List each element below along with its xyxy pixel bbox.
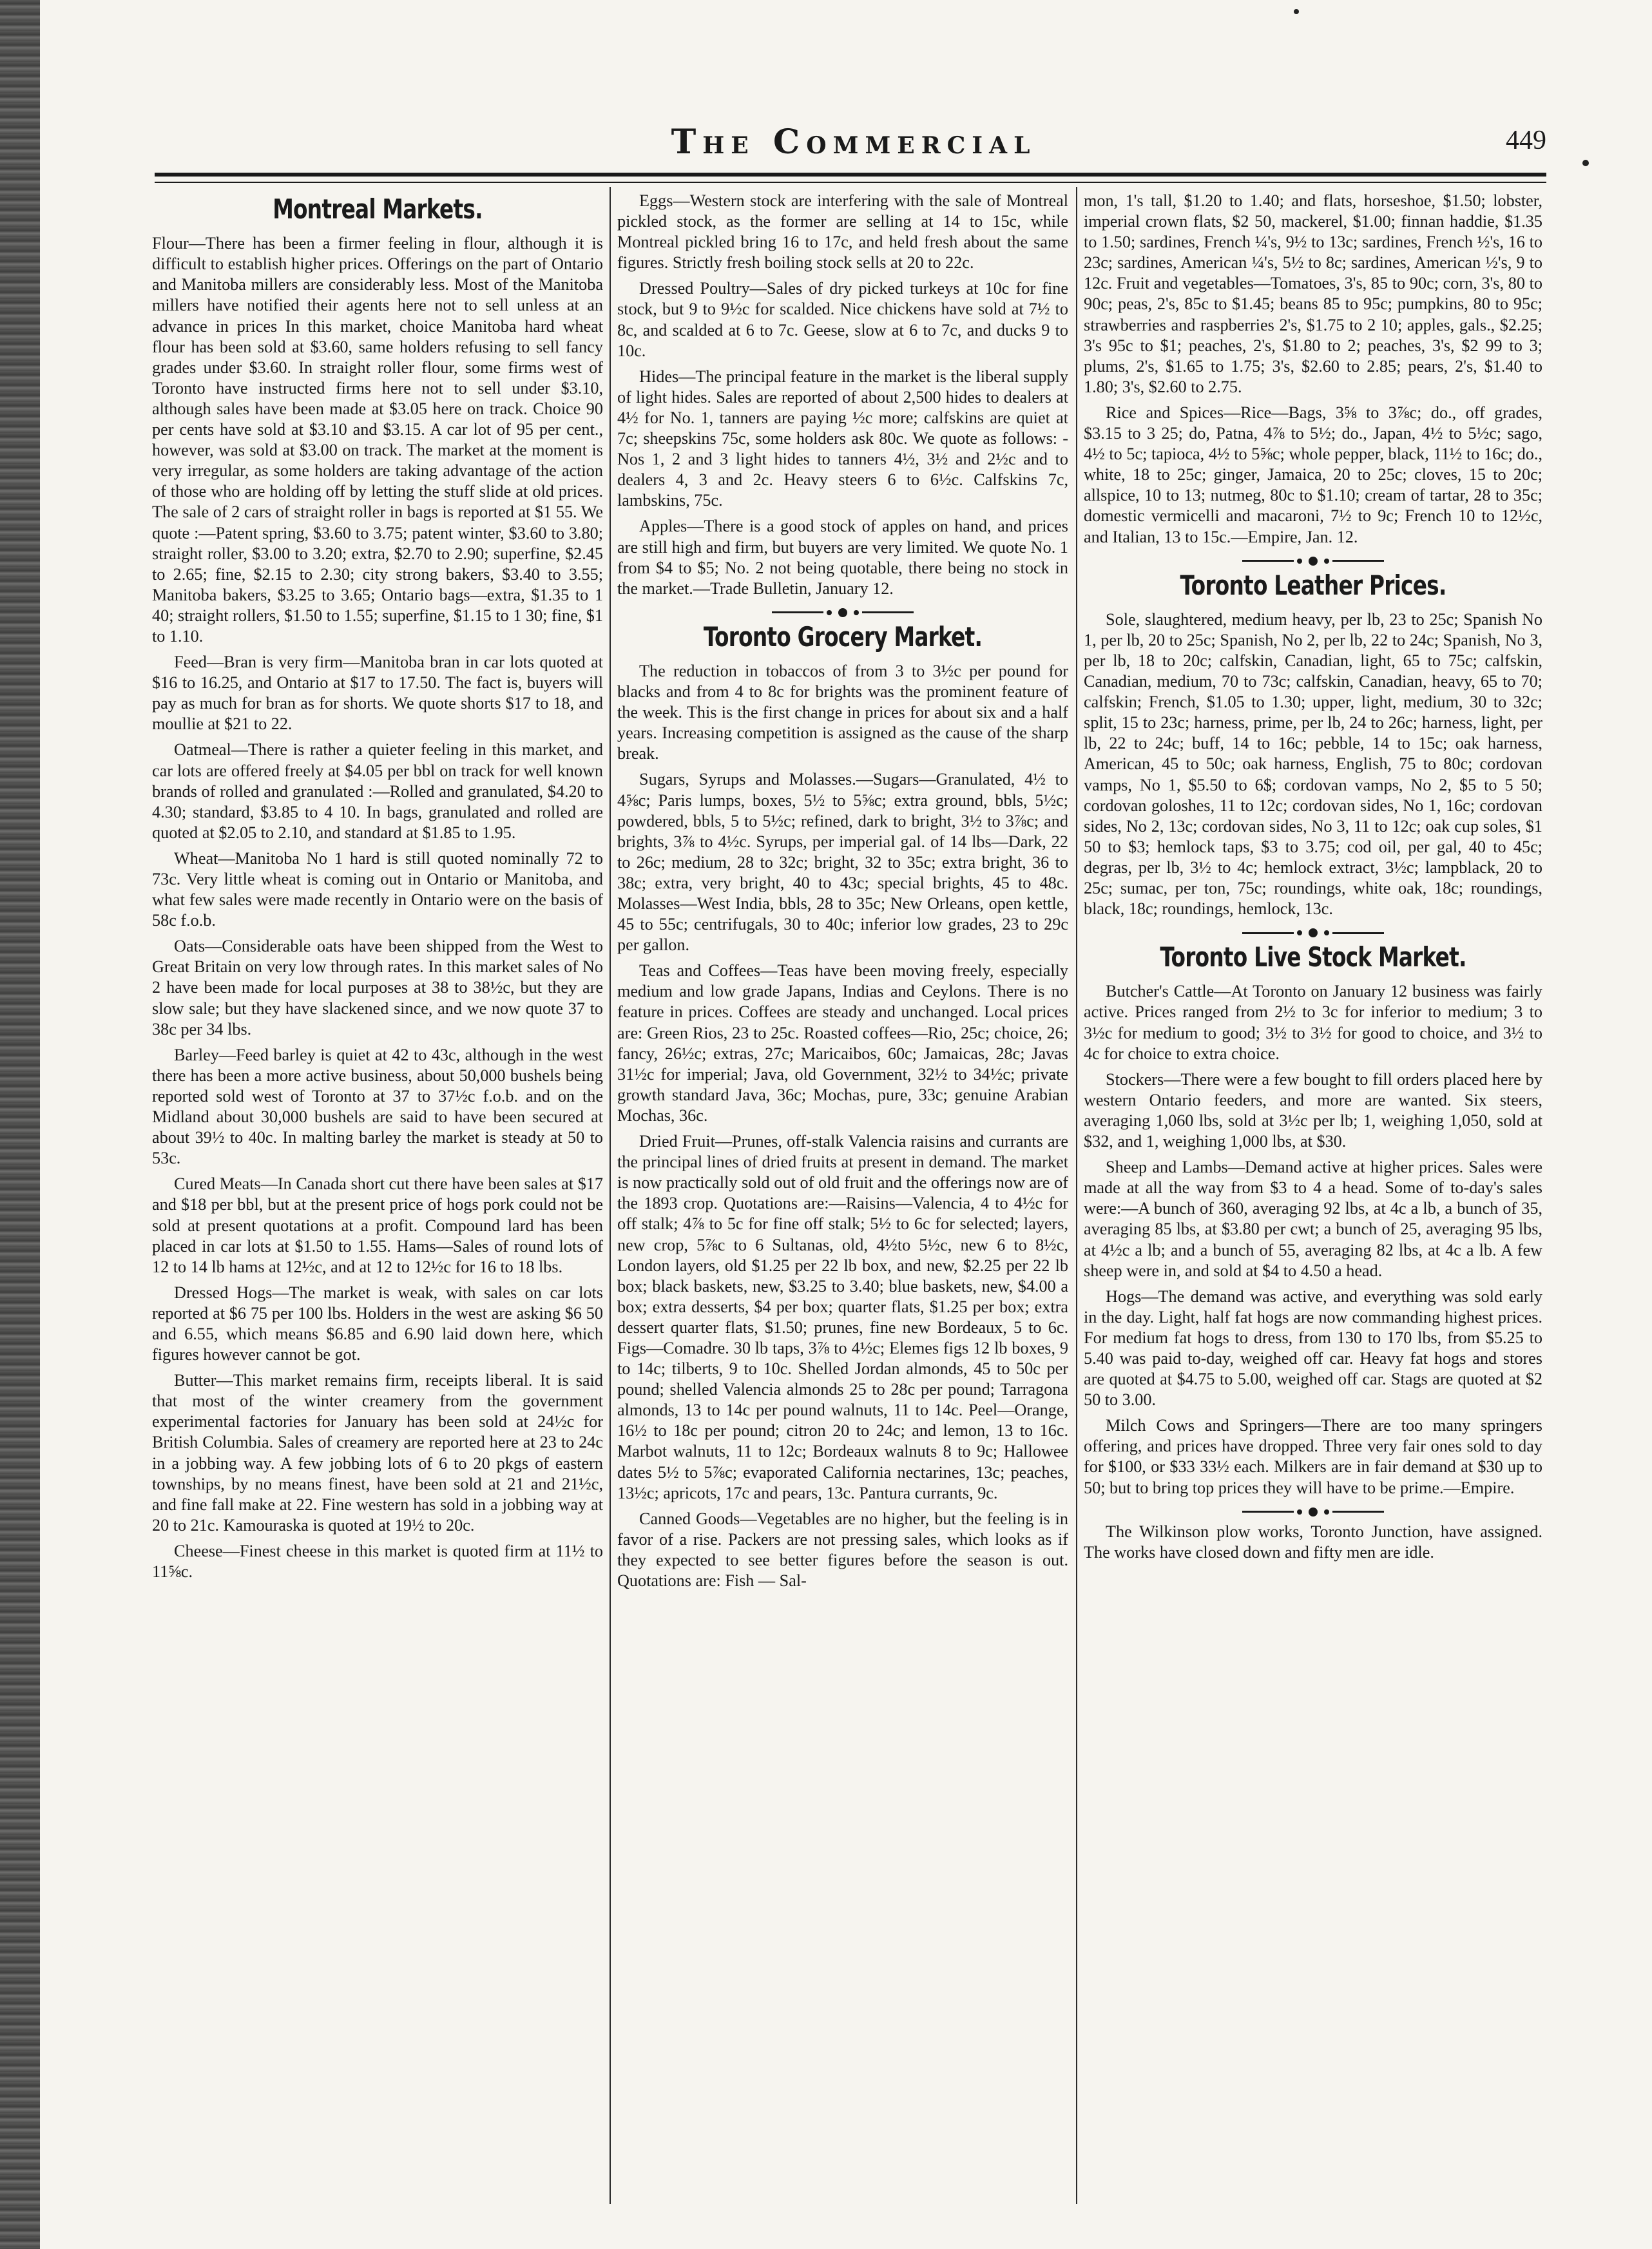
para-rice-spices: Rice and Spices—Rice—Bags, 3⅝ to 3⅞c; do., off grades, $3.15 to 3 25; do, Patna, 4⅞ to 5½; do., Japan, 4½ to 5½c; sago, 4½ to 5c; tapioca, 4½ to 5⅝c; whole pepper, black, 11½ to 16c; do., white, 18 to 25c; ginger, Jamaica, 20 to 25c; cloves, 15 to 20c; allspice, 10 to 13; nutmeg, 80c to $1.10; cream of tartar, 28 to 35c; domestic vermicelli and macaroni, 7½ to 9c; French 10 to 12½c, and Italian, 13 to 15c.—Empire, Jan. 12. — [1084, 403, 1542, 546]
para-sugars: Sugars, Syrups and Molasses.—Sugars—Granulated, 4½ to 4⅝c; Paris lumps, boxes, 5½ to 5⅝c; extra ground, bbls, 5½c; powdered, bbls, 5 to 5½c; refined, dark to bright, 3½ to 3⅞c; and brights, 3⅞ to 4½c. Syrups, per imperial gal. of 14 lbs—Dark, 22 to 26c; medium, 28 to 32c; bright, 32 to 35c; extra bright, 36 to 38c; extra, very bright, 40 to 43c; special brights, 45 to 48c. Molasses—West India, bbls, 28 to 35c; New Orleans, open kettle, 45 to 55c; centrifugals, 30 to 40c; inferior low grades, 23 to 29c per gallon. — [617, 770, 1068, 955]
heading-toronto-live-stock: Toronto Live Stock Market. — [1160, 941, 1466, 973]
para-dried-fruit: Dried Fruit—Prunes, off-stalk Valencia raisins and currants are the principal lines of dried fruits at present in demand. The market is now practically sold out of old fruit and the offerings now are of the 1893 crop. Quotations are:—Raisins—Valencia, 4 to 4½c for off stalk; 4⅞ to 5c for fine off stalk; 5½ to 6c for selected; layers, new crop, 5⅞c to 6 Sultanas, old, 4½to 5½c, new 6 to 8½c, London layers, old $1.25 per 22 lb box, and new, $2.25 per 22 lb box; black baskets, new, $3.25 to 3.40; blue baskets, new, $4.00 a box; extra desserts, $4 per box; quarter flats, $1.25 per box; extra dessert quarter flats, $1.50; prunes, fine new Bordeaux, 5 to 6c. Figs—Comadre. 30 lb taps, 3⅞ to 4½c; Elemes figs 12 lb boxes, 9 to 14c; tilberts, 9 to 10c. Shelled Jordan almonds, 45 to 50c per pound; shelled Valencia almonds 25 to 28c per pound; Tarragona almonds, 13 to 14c per pound walnuts, 11 to 14c. Peel—Orange, 16½ to 18c per pound; citron 20 to 24c; and lemon, 13 to 16c. Marbot walnuts, 11 to 12c; Bordeaux walnuts 8 to 9c; Hallowee dates 5½ to 5⅞c; evaporated California nectarines, 13c; peaches, 13½c; apricots, 17c and pears, 13c. Pantura currants, 9c. — [617, 1132, 1068, 1502]
para-barley: Barley—Feed barley is quiet at 42 to 43c, although in the west there has been a more active business, about 50,000 bushels being reported sold west of Toronto at 37 to 37½c f.o.b. and on the Midland about 30,000 bushels are said to have been secured at about 39½ to 40c. In malting barley the market is steady at 50 to 53c. — [152, 1045, 603, 1168]
print-speck — [1294, 9, 1299, 14]
para-butter: Butter—This market remains firm, receipts liberal. It is said that most of the winter creamery from the government experimental factories for January has been sold at 24½c for British Columbia. Sales of creamery are reported here at 23 to 24c in a jobbing way. A few jobbing lots of 6 to 20 pkgs of eastern townships, by no means finest, have been sold at 21 and 21½c, and fine fall make at 22. Fine western has sold in a jobbing way at 20 to 21c. Kamouraska is quoted at 19½ to 20c. — [152, 1371, 603, 1535]
page-number: 449 — [1506, 126, 1546, 155]
para-flour: Flour—There has been a firmer feeling in flour, although it is difficult to establish higher prices. Offerings on the part of Ontario and Manitoba millers are considerably less. Most of the Manitoba millers have notified their agents here not to sell unless at an advance in prices In this market, choice Manitoba hard wheat flour has been sold at $3.60, same holders refusing to sell fancy grades under $3.60. In straight roller flour, some firms west of Toronto have instructed firms here not to sell under $3.10, although sales have been made at $3.05 here on track. Choice 90 per cents have sold at $3.10 and $3.15. A car lot of 95 per cent., however, was sold at $3.00 on track. The market at the moment is very irregular, as some holders are taking advantage of the action of those who are holding off by letting the stuff slide at old prices. The sale of 2 cars of straight roller in bags is reported at $1 55. We quote :—Patent spring, $3.60 to 3.75; patent winter, $3.60 to 3.80; straight roller, $3.00 to 3.20; extra, $2.70 to 2.90; superfine, $2.45 to 2.65; fine, $2.15 to 2.30; city strong bakers, $3.40 to 3.55; Manitoba bakers, $3.25 to 3.65; Ontario bags—extra, $1.35 to 1 40; straight rollers, $1.50 to 1.55; superfine, $1.15 to 1 30; fine, $1 to 1.10. — [152, 234, 603, 646]
para-wheat: Wheat—Manitoba No 1 hard is still quoted nominally 72 to 73c. Very little wheat is coming out in Ontario or Manitoba, and what few sales were made recently in Ontario were on the basis of 58c f.o.b. — [152, 848, 603, 930]
print-speck — [1582, 160, 1589, 166]
para-butchers-cattle: Butcher's Cattle—At Toronto on January 12 business was fairly active. Prices ranged from 2½ to 3c for inferior to medium; 3 to 3½c for medium to good; 3½ to 3½ for good to choice, and 3½ to 4c for choice to extra choice. — [1084, 982, 1542, 1063]
heading-toronto-grocery: Toronto Grocery Market. — [703, 620, 983, 653]
para-eggs: Eggs—Western stock are interfering with the sale of Montreal pickled stock, as the former are selling at 14 to 15c, while Montreal pickled bring 16 to 17c, and held fresh about the same figures. Strictly fresh boiling stock sells at 20 to 22c. — [617, 191, 1068, 273]
para-canned-goods: Canned Goods—Vegetables are no higher, but the feeling is in favor of a rise. Packers are not pressing sales, which looks as if they expected to see better figures before the season is out. Quotations are: Fish — Sal- — [617, 1509, 1068, 1590]
para-feed: Feed—Bran is very firm—Manitoba bran in car lots quoted at $16 to 16.25, and Ontario at $17 to 17.50. The fact is, buyers will pay as much for bran as for shorts. We quote shorts $17 to 18, and moullie at $21 to 22. — [152, 653, 603, 734]
column-2 — [617, 191, 1068, 2195]
para-poultry: Dressed Poultry—Sales of dry picked turkeys at 10c for fine stock, but 9 to 9½c for scalded. Nice chickens have sold at 7½ to 8c, and scalded at 6 to 7c. Geese, slow at 6 to 7c, and ducks 9 to 10c. — [617, 279, 1068, 360]
heading-toronto-leather: Toronto Leather Prices. — [1180, 569, 1446, 601]
para-wilkinson: The Wilkinson plow works, Toronto Junction, have assigned. The works have closed down and fifty men are idle. — [1084, 1522, 1542, 1562]
binding-edge — [0, 0, 40, 2249]
column-divider — [1076, 187, 1077, 2204]
masthead-title: The Commercial — [671, 122, 1037, 162]
masthead-rule — [155, 173, 1546, 177]
column-1 — [152, 191, 603, 2195]
para-leather: Sole, slaughtered, medium heavy, per lb, 23 to 25c; Spanish No 1, per lb, 20 to 25c; Spanish, No 2, per lb, 22 to 24c; Spanish, No 3, per lb, 18 to 20c; calfskin, Canadian, light, 65 to 75c; calfskin, Canadian, medium, 70 to 73c; calfskin, Canadian, heavy, 65 to 70; calfskin; French, $1.05 to 1.30; upper, light, medium, 30 to 32c; split, 15 to 23c; harness, prime, per lb, 24 to 26c; harness, light, per lb, 22 to 24c; buff, 14 to 16c; pebble, 14 to 15c; oak harness, American, 45 to 50c; oak harness, English, 75 to 80c; cordovan vamps, No 1, $5.50 to 6$; cordovan vamps, No 2, $5 to 5 50; cordovan goloshes, 11 to 12c; cordovan sides, No 1, 16c; cordovan sides, No 2, 13c; cordovan sides, No 3, 11 to 12c; oak cup soles, $1 50 to $3; hemlock taps, $3 to 3.75; cod oil, per gal, 40 to 45c; degras, per lb, 3½ to 4c; hemlock extract, 3½c; lampblack, 20 to 25c; sumac, per ton, 75c; roundings, white oak, 18c; roundings, black, 18c; roundings, hemlock, 13c. — [1084, 609, 1542, 919]
para-hogs: Hogs—The demand was active, and everything was sold early in the day. Light, half fat hogs are now commanding highest prices. For medium fat hogs to dress, from 130 to 170 lbs, from $5.25 to 5.40 was paid to-day, weighed off car. Heavy fat hogs and stores are quoted at $4.75 to 5.00, weighed off car. Stags are quoted at $2 50 to 3.00. — [1084, 1287, 1542, 1410]
para-dressed-hogs: Dressed Hogs—The market is weak, with sales on car lots reported at $6 75 per 100 lbs. Holders in the west are asking $6 50 and 6.55, which means $6.85 and 6.90 laid down here, which figures however cannot be got. — [152, 1283, 603, 1364]
para-sheep-lambs: Sheep and Lambs—Demand active at higher prices. Sales were made at all the way from $3 to 4 a head. Some of to-day's sales were:—A bunch of 360, averaging 92 lbs, at 4c a lb, a bunch of 35, averaging 85 lbs, at $3.80 per cwt; a bunch of 25, averaging 95 lbs, at 4½c a lb; and a bunch of 55, averaging 82 lbs, at 4c a lb. A few sheep were in, and sold at $4 to 4.50 a head. — [1084, 1158, 1542, 1280]
section-ornament — [1084, 928, 1542, 937]
masthead-rule-thin — [155, 182, 1546, 183]
heading-montreal-markets: Montreal Markets. — [273, 193, 483, 225]
para-apples: Apples—There is a good stock of apples on hand, and prices are still high and firm, but buyers are very limited. We quote No. 1 from $4 to $5; No. 2 not being quotable, there being no stock in the market.—Trade Bulletin, January 12. — [617, 517, 1068, 598]
para-oats: Oats—Considerable oats have been shipped from the West to Great Britain on very low through rates. In this market sales of No 2 have been made for local purposes at 38 to 38½c, but they are slow sale; but they have slackened since, and we now quote 37 to 38c per 34 lbs. — [152, 937, 603, 1038]
column-3 — [1084, 191, 1542, 2195]
para-canned-continued: mon, 1's tall, $1.20 to 1.40; and flats, horseshoe, $1.50; lobster, imperial crown flats, $2 50, mackerel, $1.00; finnan haddie, $1.35 to 1.50; sardines, French ¼'s, 9½ to 13c; sardines, French ½'s, 16 to 23c; sardines, American ¼'s, 5½ to 8c; sardines, American ½'s, 9 to 12c. Fruit and vegetables—Tomatoes, 3's, 85 to 90c; corn, 3's, 80 to 90c; peas, 2's, 85c to $1.45; beans 85 to 95c; pumpkins, 80 to 95c; strawberries and raspberries 2's, $1.75 to 2 10; apples, gals., $2.25; 3's 95c to $1; peaches, 2's, $1.80 to 2; peaches, 3's, $2 99 to 3; plums, 2's, $1.65 to 1.75; 3's, $2.60 to 2.85; pears, 2's, $1.40 to 1.80; 3's, $2.60 to 2.75. — [1084, 191, 1542, 396]
para-teas: Teas and Coffees—Teas have been moving freely, especially medium and low grade Japans, Indias and Ceylons. There is no feature in prices. Coffees are steady and unchanged. Local prices are: Green Rios, 23 to 25c. Roasted coffees—Rio, 25c; choice, 26; fancy, 26½c; extras, 27c; Maricaibos, 60c; Jamaicas, 28c; Javas 31½c for imperial; Java, old Government, 32½ to 34½c; private growth standard Java, 36c; Mochas, pure, 33c; genuine Arabian Mochas, 36c. — [617, 961, 1068, 1125]
masthead — [161, 122, 1546, 167]
column-divider — [610, 187, 611, 2204]
para-hides: Hides—The principal feature in the market is the liberal supply of light hides. Sales are reported of about 2,500 hides to dealers at 4½ for No. 1, tanners are paying ½c more; calfskins are quiet at 7c; sheepskins 75c, some holders ask 80c. We quote as follows: - Nos 1, 2 and 3 light hides to tanners 4½, 3½ and 2½c and to dealers 4, 3 and 2c. Heavy steers 6 to 6½c. Calfskins 7c, lambskins, 75c. — [617, 367, 1068, 510]
para-stockers: Stockers—There were a few bought to fill orders placed here by western Ontario feeders, and more are wanted. Six steers, averaging 1,060 lbs, sold at 3½c per lb; 1, weighing 1,050, sold at $32, and 1, weighing 1,000 lbs, at $30. — [1084, 1069, 1542, 1151]
para-oatmeal: Oatmeal—There is rather a quieter feeling in this market, and car lots are offered freely at $4.05 per bbl on track for well known brands of rolled and granulated :—Rolled and granulated, $4.20 to 4.30; standard, $3.85 to 4 10. In bags, granulated and rolled are quoted at $2.05 to 2.10, and standard at $1.85 to 1.95. — [152, 740, 603, 842]
para-cheese: Cheese—Finest cheese in this market is quoted firm at 11½ to 11⅝c. — [152, 1541, 603, 1581]
para-milch-cows: Milch Cows and Springers—There are too many springers offering, and prices have dropped. Three very fair ones sold to day for $100, or $33 33½ each. Milkers are in fair demand at $30 up to 50; but to bring top prices they will have to be prime.—Empire. — [1084, 1416, 1542, 1497]
section-ornament — [617, 608, 1068, 617]
section-ornament — [1084, 1507, 1542, 1517]
para-cured-meats: Cured Meats—In Canada short cut there have been sales at $17 and $18 per bbl, but at the present price of hogs pork could not be sold at present quotations at a profit. Compound lard has been placed in car lots at $1.50 to 1.55. Hams—Sales of round lots of 12 to 14 lb hams at 12½c, and at 12 to 12½c for 16 to 18 lbs. — [152, 1174, 603, 1276]
section-ornament — [1084, 557, 1542, 566]
para-tobacco: The reduction in tobaccos of from 3 to 3½c per pound for blacks and from 4 to 8c for brights was the prominent feature of the week. This is the first change in prices for about six and a half years. Increasing competition is assigned as the cause of the sharp break. — [617, 661, 1068, 763]
